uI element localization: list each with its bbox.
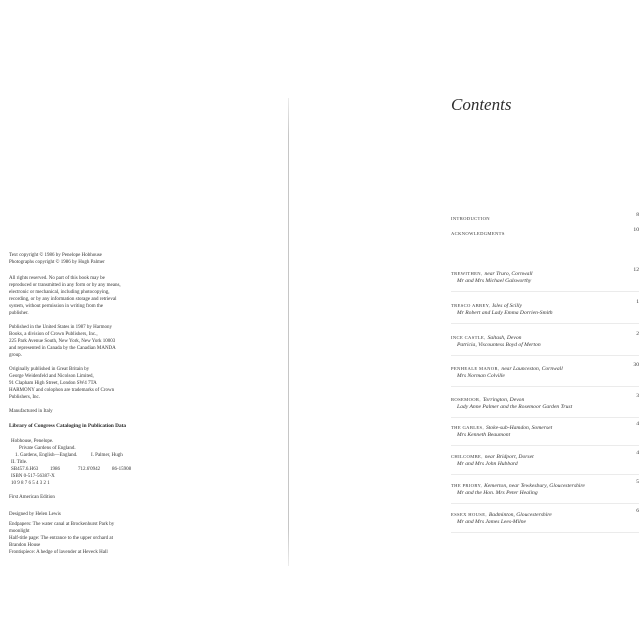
garden-location: near Truro, Cornwall (484, 271, 533, 277)
entry-label: ACKNOWLEDGMENTS (451, 231, 505, 236)
cip-title: Private Gardens of England. (19, 446, 76, 451)
page-number: 1 (636, 299, 639, 305)
lccn: 86-15908 (112, 467, 132, 472)
contents-entry (451, 450, 639, 476)
illustration-credits (9, 521, 114, 556)
contents-entry-acknowledgments (451, 227, 639, 234)
cip-classification (9, 466, 132, 473)
garden-location: Torrington, Devon (482, 397, 525, 403)
cip-subjects (9, 452, 123, 459)
garden-owner: Mrs Kenneth Beaumont (457, 432, 511, 438)
garden-name: ESSEX HOUSE, (451, 512, 487, 517)
garden-location: Stoke-sub-Hamdon, Somerset (485, 425, 553, 431)
garden-owner: Mr and Mrs Michael Galsworthy (457, 278, 532, 284)
copyright-notice (9, 252, 105, 266)
garden-location: Saltash, Devon (487, 335, 522, 341)
text-line: Half-title page: The entrance to the upper orchard at (9, 536, 114, 541)
cip-year: 1986 (50, 467, 60, 472)
contents-entry (451, 267, 639, 293)
garden-location: Badminton, Gloucestershire (488, 512, 552, 518)
entry-divider (451, 445, 639, 446)
garden-name: CHILCOMBE, (451, 454, 483, 459)
cip-subject: 1. Gardens, English—England. (15, 453, 78, 458)
text-line: 91 Clapham High Street, London SW4 7TA (9, 381, 97, 386)
cip-author: Hobhouse, Penelope. (11, 439, 54, 444)
garden-location: Isles of Scilly (492, 303, 523, 309)
entry-divider (451, 291, 639, 292)
cip-added-entry: II. Title. (11, 460, 28, 465)
page-number: 3 (636, 393, 639, 399)
entry-title (451, 331, 521, 342)
page-number: 2 (636, 331, 639, 337)
entry-label: INTRODUCTION (451, 216, 490, 221)
entry-title (451, 299, 522, 310)
text-line: publisher. (9, 311, 29, 316)
lc-call-number: SB457.6.H63 (11, 467, 39, 472)
text-line: reproduced or transmitted in any form or by any means, (9, 283, 121, 288)
text-line: Published in the United States in 1987 by Harmony (9, 325, 113, 330)
garden-location: near Launceston, Cornwall (501, 366, 563, 372)
contents-entry (451, 479, 639, 505)
contents-entry-introduction (451, 212, 639, 219)
text-line: Originally published in Great Britain by (9, 367, 90, 372)
entry-title (451, 393, 524, 404)
us-publication-notice (9, 324, 116, 359)
rights-statement (9, 275, 121, 317)
page-number: 4 (636, 421, 639, 427)
contents-entry (451, 393, 639, 419)
copyright-page (0, 0, 288, 640)
dewey-number: 712.6'0942 (78, 467, 101, 472)
contents-entry (451, 331, 639, 357)
entry-divider (451, 417, 639, 418)
garden-name: TRESCO ABBEY, (451, 303, 491, 308)
page-number: 10 (633, 227, 639, 233)
text-line: electronic or mechanical, including photocopying, (9, 290, 110, 295)
garden-name: THE GABLES, (451, 425, 484, 430)
text-line: recording, or by any information storage and retrieval (9, 297, 117, 302)
entry-divider (451, 386, 639, 387)
garden-owner: Lady Anne Palmer and the Rosemoor Garden Trust (457, 404, 573, 410)
designer-credit: Designed by Helen Lewis (9, 512, 61, 517)
entry-divider (451, 532, 639, 533)
garden-name: ROSEMOOR, (451, 397, 481, 402)
text-line: system, without permission in writing from the (9, 304, 104, 309)
garden-location: Kemerton, near Tewkesbury, Gloucestershire (484, 483, 585, 489)
uk-publication-notice (9, 366, 97, 387)
garden-name: INCE CASTLE, (451, 335, 486, 340)
garden-owner: Mr and Mrs John Hubbard (457, 461, 518, 467)
page-title: Contents (451, 95, 512, 114)
text-line: HARMONY and colophon are trademarks of Crown (9, 388, 115, 393)
edition-notice: First American Edition (9, 495, 55, 500)
garden-name: TREWITHEN, (451, 271, 483, 276)
contents-entry (451, 299, 639, 325)
entry-title (451, 479, 585, 490)
text-line: Publishers, Inc. (9, 395, 40, 400)
text-line: All rights reserved. No part of this book may be (9, 276, 105, 281)
garden-owner: Mr Robert and Lady Emma Dorrien-Smith (457, 310, 553, 316)
contents-entry (451, 362, 639, 388)
printing-line: 10 9 8 7 6 5 4 3 2 1 (11, 481, 50, 486)
entry-divider (451, 474, 639, 475)
garden-location: near Bridport, Dorset (484, 454, 534, 460)
text-line: Brandon House (9, 543, 41, 548)
entry-divider (451, 355, 639, 356)
cip-subject: I. Palmer, Hugh (91, 453, 123, 458)
page-number: 6 (636, 508, 639, 514)
entry-title (451, 421, 552, 432)
garden-owner: Patricia, Viscountess Boyd of Merton (457, 342, 541, 348)
page-number: 8 (636, 212, 639, 218)
garden-owner: Mrs Norman Colville (457, 373, 505, 379)
page-number: 5 (636, 479, 639, 485)
text-line: Text copyright © 1986 by Penelope Hobhouse (9, 253, 102, 258)
entry-title (451, 508, 552, 519)
cip-record (9, 438, 132, 487)
garden-owner: Mr and Mrs James Lees-Milne (457, 519, 526, 525)
contents-entry (451, 421, 639, 447)
manufactured-notice: Manufactured in Italy (9, 409, 53, 414)
contents-entry (451, 508, 639, 534)
page-number: 12 (633, 267, 639, 273)
entry-title (451, 450, 534, 461)
text-line: George Weidenfeld and Nicolson Limited, (9, 374, 94, 379)
page-number: 4 (636, 450, 639, 456)
entry-title (451, 267, 533, 278)
text-line: group. (9, 353, 22, 358)
cip-heading: Library of Congress Cataloging in Publication Data (9, 423, 127, 429)
text-line: moonlight (9, 529, 30, 534)
text-line: Endpapers: The water canal at Brockenhurst Park by (9, 522, 115, 527)
text-line: and represented in Canada by the Canadian MANDA (9, 346, 116, 351)
trademark-notice (9, 387, 114, 401)
entry-divider (451, 503, 639, 504)
garden-name: THE PRIORY, (451, 483, 483, 488)
text-line: Frontispiece: A hedge of lavender at Heveck Hall (9, 550, 108, 555)
text-line: Books, a division of Crown Publishers, Inc., (9, 332, 98, 337)
isbn: ISBN 0-517-56387-X (11, 474, 55, 479)
text-line: Photographs copyright © 1986 by Hugh Palmer (9, 260, 105, 265)
text-line: 225 Park Avenue South, New York, New York 10003 (9, 339, 116, 344)
garden-name: PENHEALE MANOR, (451, 366, 500, 371)
page-number: 30 (633, 362, 639, 368)
entry-divider (451, 323, 639, 324)
entry-title (451, 362, 563, 373)
garden-owner: Mr and the Hon. Mrs Peter Healing (457, 490, 538, 496)
